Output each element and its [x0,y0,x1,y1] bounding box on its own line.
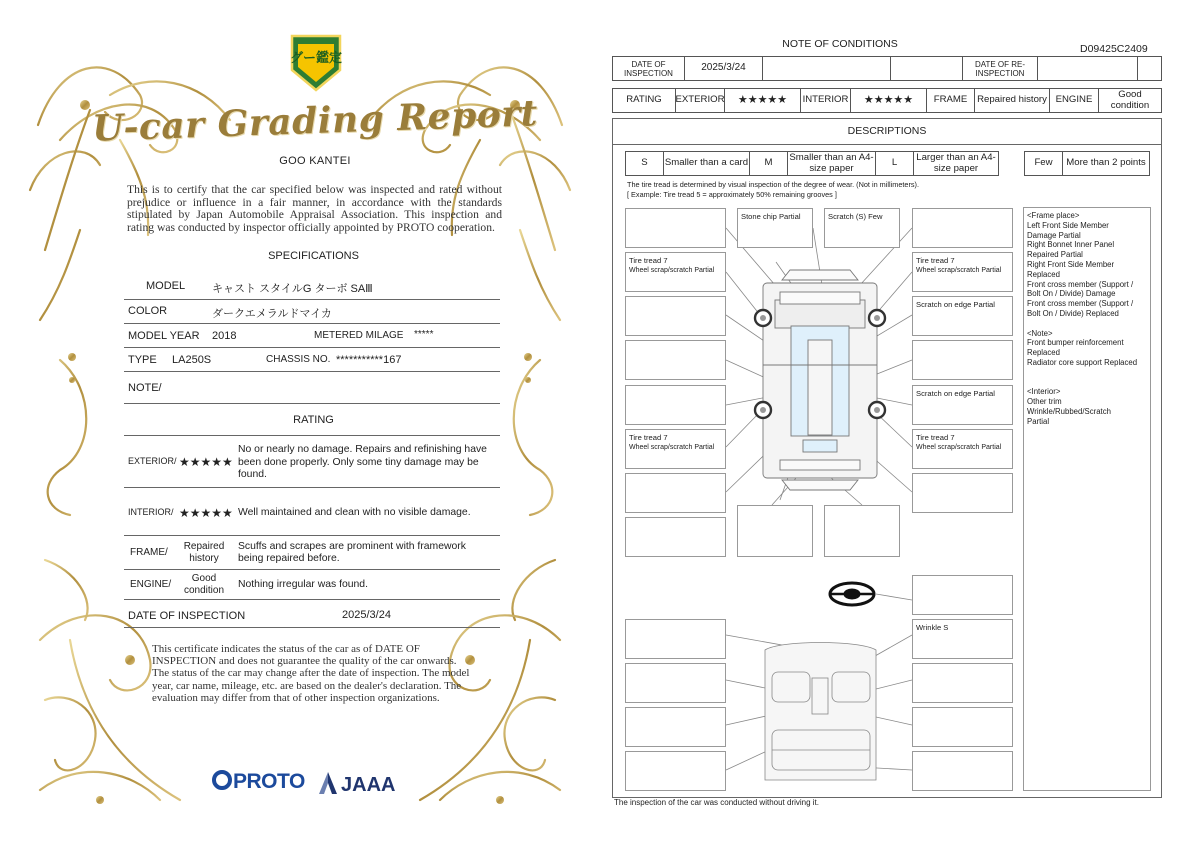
steering-wheel-icon [830,583,874,605]
note-label: NOTE/ [128,382,162,394]
note-box [625,340,726,380]
frame-row [124,536,500,570]
certificate-disclaimer: This certificate indicates the status of the car as of DATE OF INSPECTION and does not guarantee the quality of the car onwards. The status of the car may change after the date of inspection. The model year, car name, mileage, etc. are based on the dealer's declaration. The evaluation may differ from that of other inspection organizations. [152,643,470,704]
exterior-label: EXTERIOR [676,89,725,112]
proto-logo [212,770,305,794]
legend-l-desc: Larger than an A4-size paper [916,152,996,174]
model-label: MODEL [146,280,186,292]
side-note-spacer [1027,368,1147,388]
legend-m-desc: Smaller than an A4-size paper [788,152,876,175]
note-box [912,707,1013,747]
legend-m-key: M [750,152,788,175]
note-box [912,663,1013,703]
side-note-line: Damage Partial [1027,230,1081,240]
note-box [625,208,726,248]
exterior-stars: ★★★★★ [179,455,233,469]
date-row [124,600,500,628]
exterior-stars: ★★★★★ [725,89,801,112]
tire-note-1: The tire tread is determined by visual inspection of the degree of wear. (Not in millimeters). [627,180,920,189]
note-box [625,619,726,659]
side-note-line: Right Front Side Member [1027,259,1115,269]
note-box-scratch-edge-1 [912,296,1013,336]
mileage-value: ***** [414,329,434,340]
interior-description: Well maintained and clean with no visible damage. [238,507,471,518]
note-box [737,505,813,557]
side-note-line: <Frame place> [1027,211,1080,220]
note-box [625,296,726,336]
frame-value: Repaired history [183,541,225,564]
engine-label: ENGINE/ [130,579,172,590]
inspection-footer-note: The inspection of the car was conducted without driving it. [614,798,819,807]
tire-rf-sub: Wheel scrap/scratch Partial [916,267,1002,274]
note-row [124,372,500,404]
note-box [912,473,1013,513]
note-box-wrinkle [912,619,1013,659]
specifications-heading: SPECIFICATIONS [268,250,359,262]
descriptions-heading: DESCRIPTIONS [612,118,1162,145]
interior-stars: ★★★★★ [851,89,927,112]
note-box [625,707,726,747]
note-box-steering [912,575,1013,615]
frame-notes-panel [1023,207,1151,791]
scratch-edge-2-text: Scratch on edge Partial [916,389,995,398]
interior-label: INTERIOR [801,89,851,112]
note-box [625,385,726,425]
legend-s-desc: Smaller than a card [664,152,750,175]
side-note-line: Other trim [1027,397,1062,407]
engine-description: Nothing irregular was found. [238,579,368,590]
side-note-line: Front bumper reinforcement [1027,338,1124,348]
scratch-few-text: Scratch (S) Few [828,212,883,221]
rating-label: RATING [613,89,676,112]
side-note-line: Front cross member (Support / Bolt On / Divide) Replaced [1027,299,1134,318]
goo-kantei-badge-icon [288,32,344,94]
exterior-description: No or nearly no damage. Repairs and refinishing have been done properly. Only some tiny damage may be found. [238,444,487,481]
date-inspection-label: DATE OF INSPECTION [613,57,685,80]
type-label: TYPE [128,354,157,366]
model-year-row [124,324,500,348]
date-inspection-value: 2025/3/24 [685,57,763,80]
legend-s-key: S [626,152,664,175]
engine-row [124,570,500,600]
note-box-tire-rf [912,252,1013,292]
document-id: D09425C2409 [1080,43,1148,55]
tire-lf-sub: Wheel scrap/scratch Partial [629,267,715,274]
frame-value: Repaired history [975,89,1050,112]
note-box [912,340,1013,380]
tire-lr-text: Tire tread 7 [629,433,668,442]
engine-value: Good condition [1110,89,1150,111]
chassis-value: ***********167 [336,354,402,366]
model-year-label: MODEL YEAR [128,330,200,342]
certification-statement: This is to certify that the car specified below was inspected and rated without prejudice or influence in a fair manner, in accordance with the standards stipulated by Japan Automobile Appraisal Association. This inspection and rating was conducted by inspector officially appointed by PROTO cooperation. [127,183,502,234]
interior-row [124,488,500,536]
side-note-line: Replaced [1027,348,1060,358]
frame-label: FRAME [927,89,975,112]
side-note-line: Radiator core support Replaced [1027,357,1138,367]
rating-heading-row [124,404,500,436]
reinspection-label: DATE OF RE-INSPECTION [963,57,1038,80]
rating-heading: RATING [293,414,334,426]
model-row [124,272,500,300]
engine-label: ENGINE [1050,89,1099,112]
note-box-stone-chip [737,208,813,248]
badge-text: グー鑑定 [289,51,343,66]
note-box [912,208,1013,248]
side-note-line: Repaired Partial [1027,250,1083,260]
mileage-label: METERED MILAGE [314,330,404,341]
side-note-spacer [1027,319,1147,329]
frame-label: FRAME/ [130,547,168,558]
model-year-value: 2018 [212,330,237,342]
side-note-line: <Interior> [1027,387,1061,397]
note-box-tire-lr [625,429,726,469]
side-note-line: Replaced [1027,269,1060,279]
side-note-line: Right Bonnet Inner Panel [1027,240,1115,250]
date-label: DATE OF INSPECTION [128,610,246,622]
legend-few-key: Few [1025,152,1063,175]
report-title: U-car Grading Report [91,92,539,150]
note-box [912,751,1013,791]
legend-l-key: L [876,152,914,175]
stone-chip-text: Stone chip Partial [741,212,801,221]
note-box [625,473,726,513]
report-subtitle: GOO KANTEI [279,155,351,167]
chassis-label: CHASSIS NO. [266,354,331,365]
interior-label: INTERIOR/ [128,507,174,517]
type-row [124,348,500,372]
tire-note-2: [ Example: Tire tread 5 = approximately 50% remaining grooves ] [627,190,837,199]
note-box [625,517,726,557]
note-box [824,505,900,557]
color-row [124,300,500,324]
exterior-label: EXTERIOR/ [128,456,177,466]
tire-lf-text: Tire tread 7 [629,256,668,265]
note-box-scratch-edge-2 [912,385,1013,425]
color-value: ダークエメラルドマイカ [212,308,332,320]
note-box [625,663,726,703]
tire-rf-text: Tire tread 7 [916,256,955,265]
side-note-line: Wrinkle/Rubbed/Scratch [1027,406,1111,416]
engine-value: Good condition [183,573,225,596]
frame-description: Scuffs and scrapes are prominent with framework being repaired before. [238,541,466,565]
jaaa-logo [318,771,395,797]
note-box [625,751,726,791]
proto-mark-icon [212,770,232,790]
tire-rr-text: Tire tread 7 [916,433,955,442]
type-value: LA250S [172,354,212,366]
side-note-line: Left Front Side Member [1027,220,1109,230]
legend-few-desc: More than 2 points [1066,157,1146,169]
date-value: 2025/3/24 [342,609,391,621]
note-box-tire-rr [912,429,1013,469]
tire-rr-sub: Wheel scrap/scratch Partial [916,444,1002,451]
interior-stars: ★★★★★ [179,506,233,520]
side-note-line: <Note> [1027,328,1053,338]
scratch-edge-1-text: Scratch on edge Partial [916,300,995,309]
note-of-conditions [600,0,1200,848]
wrinkle-text: Wrinkle S [916,623,949,632]
model-value: キャスト スタイルG ターボ SAⅢ [212,283,373,295]
side-note-line: Partial [1027,416,1050,426]
side-note-line: Front cross member (Support / Bolt On / Divide) Damage [1027,279,1134,299]
exterior-row [124,436,500,488]
jaaa-mark-icon [318,771,338,795]
tire-lr-sub: Wheel scrap/scratch Partial [629,444,715,451]
color-label: COLOR [128,305,168,317]
note-box-scratch-few [824,208,900,248]
jaaa-logo-text: JAAA [341,774,396,796]
conditions-title: NOTE OF CONDITIONS [782,38,898,50]
proto-logo-text: PROTO [233,770,305,793]
note-box-tire-lf [625,252,726,292]
